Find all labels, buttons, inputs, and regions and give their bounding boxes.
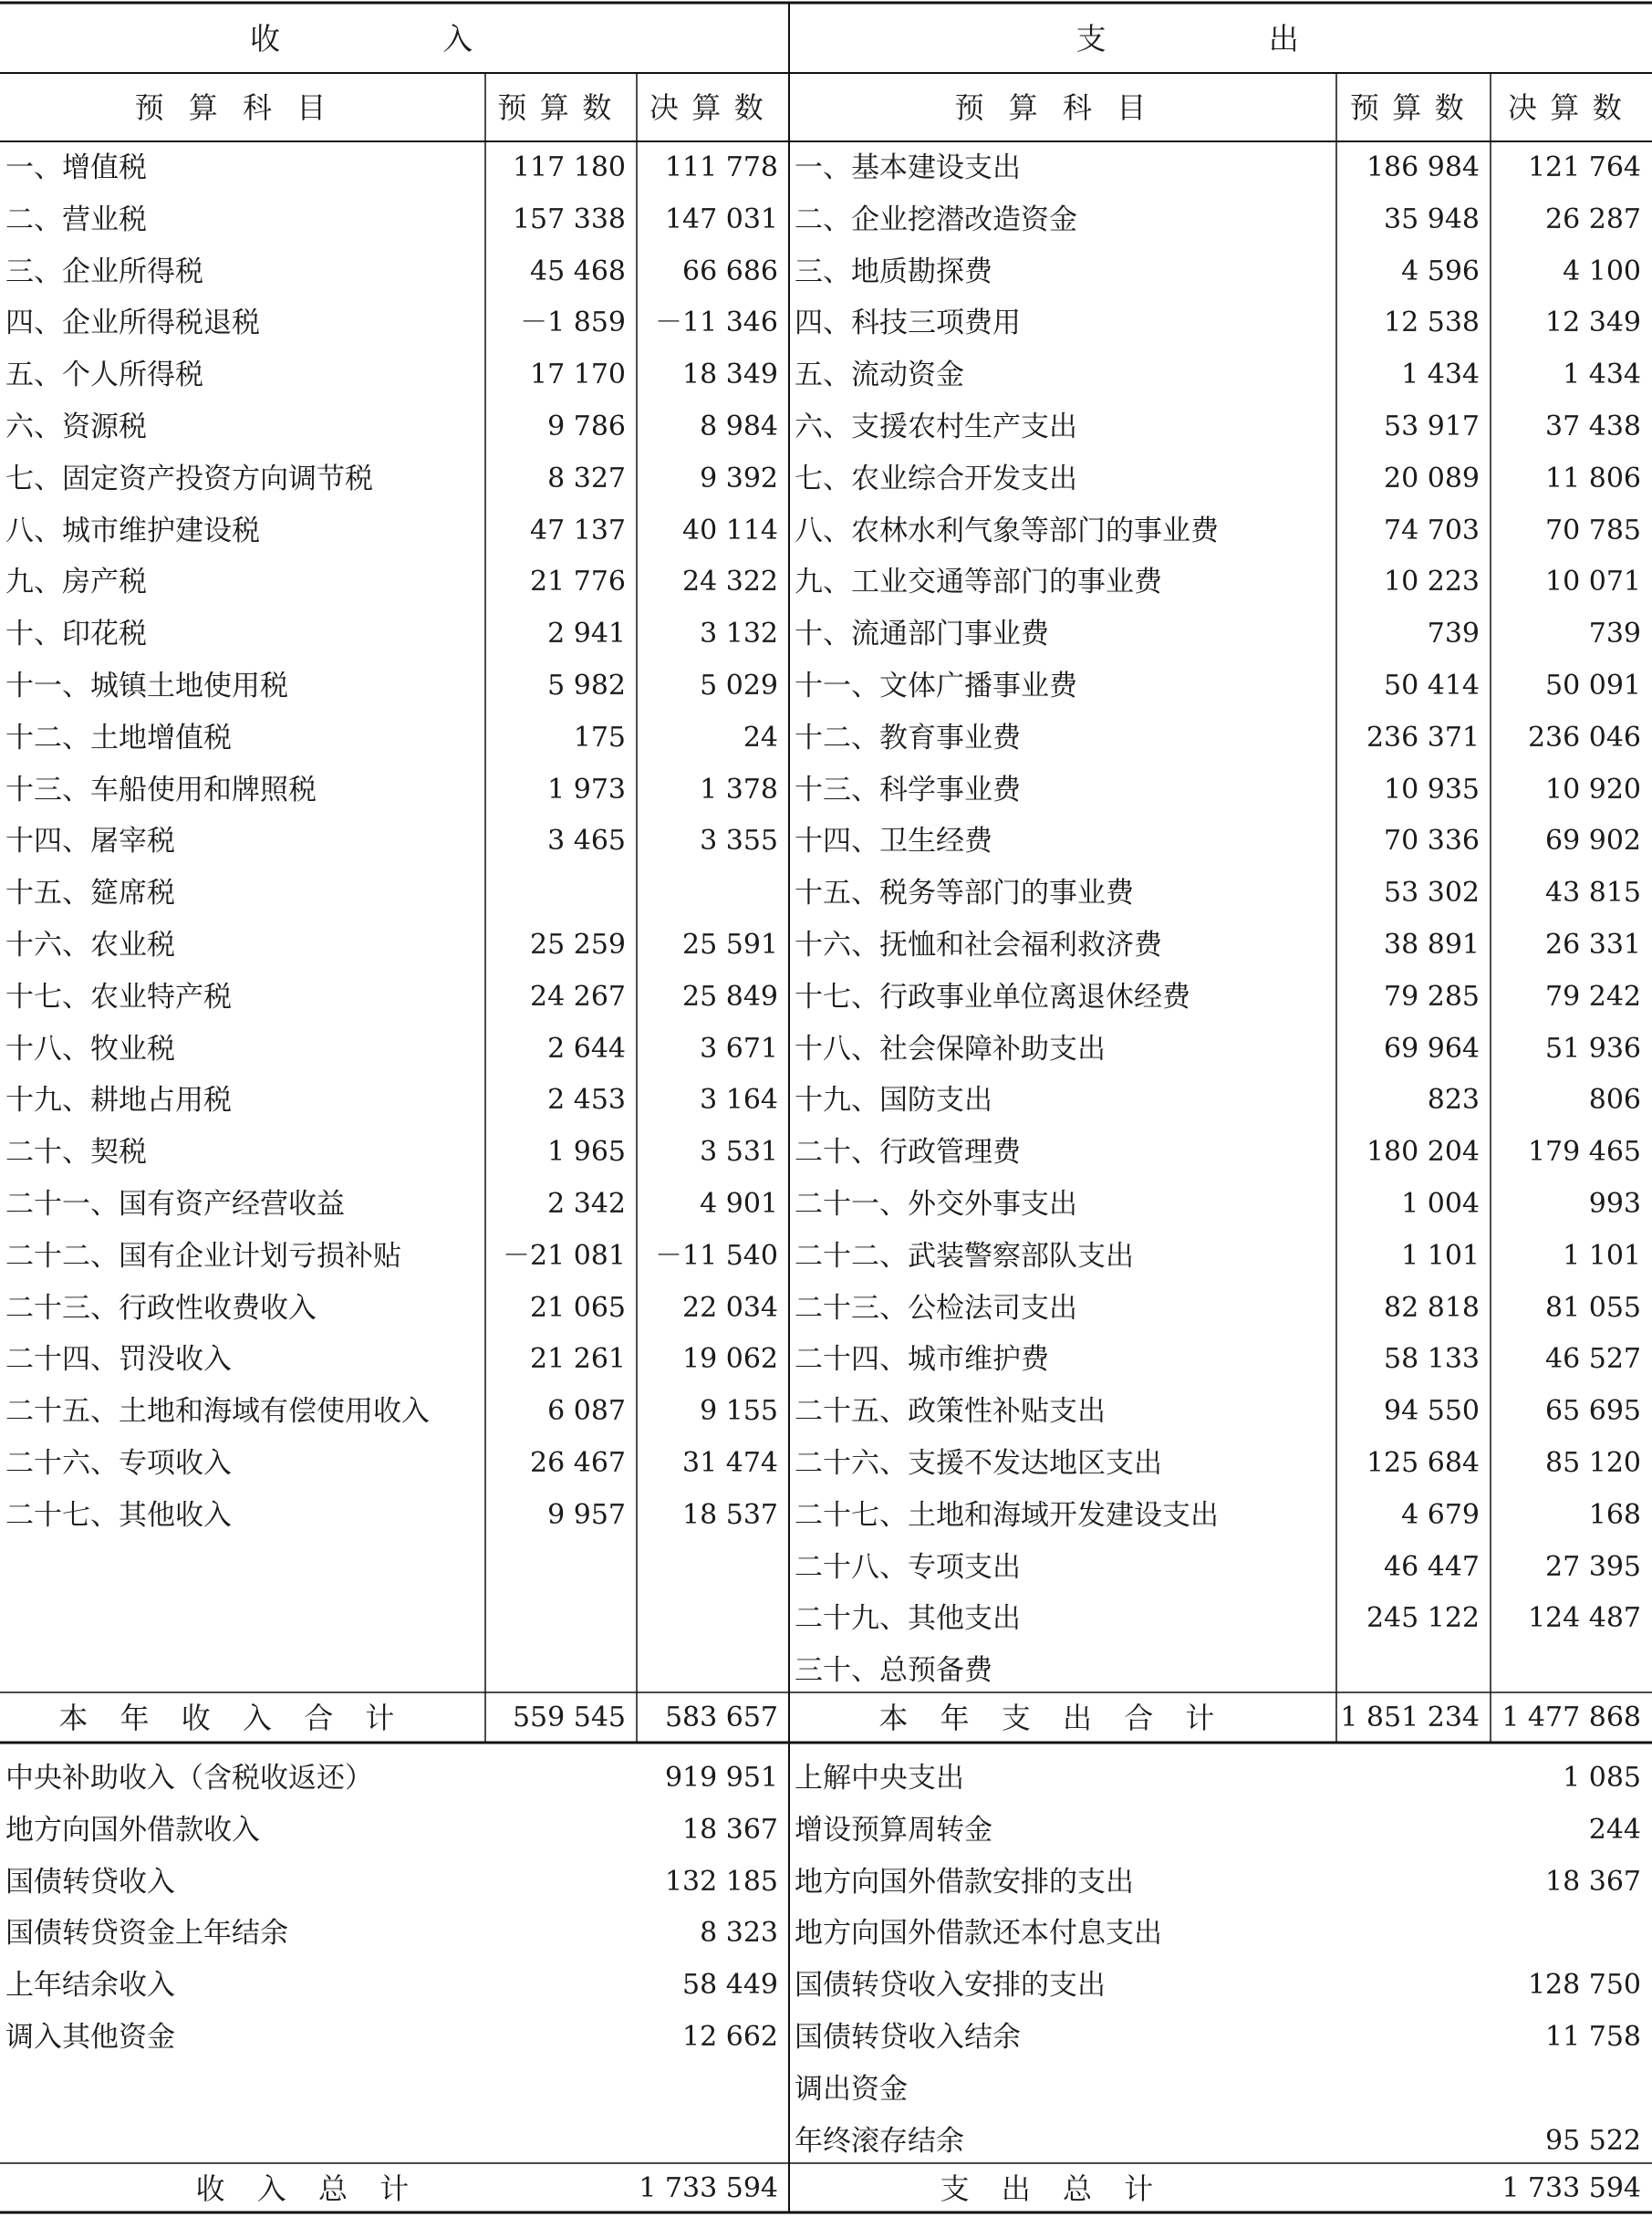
exp-row-budget: 12 538 [1384, 307, 1480, 338]
exp-row-label: 一、基本建设支出 [795, 151, 1021, 184]
exp-row-final: 81 055 [1545, 1292, 1641, 1324]
income-row-label: 十二、土地增值税 [5, 721, 232, 755]
exp-row-budget: 4 596 [1401, 255, 1480, 287]
income-extra-value: 18 367 [682, 1814, 778, 1846]
income-row-label: 二十七、其他收入 [5, 1498, 232, 1532]
exp-row-budget: 186 984 [1366, 151, 1480, 183]
income-row-label: 二十六、专项收入 [5, 1446, 232, 1480]
income-row-budget: －1 859 [520, 307, 626, 338]
income-total-label: 本年收入合计 [58, 1701, 427, 1735]
exp-row-final: 179 465 [1527, 1136, 1641, 1168]
income-row-final: 24 [743, 722, 778, 754]
income-row-final: 25 849 [682, 981, 778, 1013]
exp-row-budget: 1 004 [1401, 1188, 1480, 1220]
exp-row-final: 1 434 [1563, 359, 1641, 390]
income-row-label: 二、营业税 [5, 203, 147, 236]
expenditure-header: 支 出 [1075, 20, 1366, 57]
income-row-budget: 157 338 [512, 203, 626, 235]
exp-row-final: 70 785 [1545, 515, 1641, 546]
exp-extra-value [1336, 2064, 1652, 2115]
exp-extra-value: 128 750 [1527, 1969, 1641, 2001]
exp-row-final: 65 695 [1545, 1395, 1641, 1427]
exp-row-label: 二十九、其他支出 [795, 1601, 1021, 1635]
income-row-budget: 2 453 [547, 1084, 626, 1116]
exp-row-label: 二十三、公检法司支出 [795, 1291, 1077, 1325]
exp-row-final: 12 349 [1545, 307, 1641, 338]
exp-row-budget: 245 122 [1366, 1602, 1480, 1634]
exp-row-final [1491, 1645, 1652, 1696]
income-row-label: 九、房产税 [5, 565, 147, 598]
income-row-budget: 8 327 [547, 463, 626, 494]
exp-row-label: 二十一、外交外事支出 [795, 1187, 1077, 1221]
exp-row-budget: 82 818 [1384, 1292, 1480, 1324]
exp-extra-label: 地方向国外借款安排的支出 [795, 1865, 1134, 1899]
exp-row-final: 85 120 [1545, 1447, 1641, 1479]
exp-row-budget: 739 [1427, 618, 1480, 650]
income-row-budget: 9 957 [547, 1499, 626, 1531]
income-extra-value: 12 662 [682, 2021, 778, 2053]
income-row-final: 40 114 [682, 515, 778, 546]
exp-total-label: 本年支出合计 [878, 1701, 1247, 1735]
income-row-budget: 45 468 [530, 255, 626, 287]
exp-row-label: 十九、国防支出 [795, 1083, 992, 1117]
exp-extra-value: 11 758 [1545, 2021, 1641, 2053]
exp-row-label: 八、农林水利气象等部门的事业费 [795, 514, 1219, 547]
exp-row-label: 二、企业挖潜改造资金 [795, 203, 1077, 236]
exp-row-label: 九、工业交通等部门的事业费 [795, 565, 1162, 598]
exp-row-label: 十八、社会保障补助支出 [795, 1032, 1106, 1066]
income-total-budget: 559 545 [512, 1702, 626, 1733]
exp-extra-label: 国债转贷收入结余 [795, 2020, 1021, 2054]
exp-row-final: 121 764 [1527, 151, 1641, 183]
income-extra-label: 地方向国外借款收入 [5, 1813, 260, 1847]
exp-row-budget: 46 447 [1384, 1551, 1480, 1583]
exp-row-final: 46 527 [1545, 1343, 1641, 1375]
income-header: 收 入 [250, 20, 539, 57]
exp-row-label: 二十六、支援不发达地区支出 [795, 1446, 1162, 1480]
income-row-budget: 117 180 [512, 151, 626, 183]
exp-row-final: 4 100 [1563, 255, 1641, 287]
exp-row-budget: 58 133 [1384, 1343, 1480, 1375]
income-row-label: 十三、车船使用和牌照税 [5, 773, 317, 807]
income-extra-value: 919 951 [664, 1762, 778, 1794]
income-row-label: 十九、耕地占用税 [5, 1083, 232, 1117]
exp-row-final: 10 071 [1545, 566, 1641, 598]
income-row-budget: 3 465 [547, 825, 626, 857]
income-row-budget: 9 786 [547, 411, 626, 442]
income-row-label: 六、资源税 [5, 410, 147, 443]
exp-row-final: 50 091 [1545, 670, 1641, 702]
income-extra-value: 58 449 [682, 1969, 778, 2001]
income-row-budget: －21 081 [503, 1240, 626, 1272]
income-row-final: 24 322 [682, 566, 778, 598]
income-row-budget: 1 973 [547, 774, 626, 806]
exp-extra-label: 调出资金 [795, 2072, 908, 2106]
income-row-budget: 17 170 [530, 359, 626, 390]
exp-row-final: 37 438 [1545, 411, 1641, 442]
exp-extra-label: 地方向国外借款还本付息支出 [795, 1916, 1162, 1950]
income-row-label: 五、个人所得税 [5, 358, 203, 391]
income-row-final: 18 537 [682, 1499, 778, 1531]
exp-extra-label: 增设预算周转金 [795, 1813, 992, 1847]
exp-row-final: 806 [1588, 1084, 1641, 1116]
exp-row-budget [1336, 1645, 1491, 1696]
income-row-final: 5 029 [700, 670, 778, 702]
exp-row-label: 六、支援农村生产支出 [795, 410, 1077, 443]
exp-extra-value [1336, 1908, 1652, 1959]
income-total-final: 583 657 [664, 1702, 778, 1733]
exp-budget-header: 预算数 [1349, 90, 1478, 125]
income-row-label: 二十、契税 [5, 1135, 147, 1169]
exp-row-final: 27 395 [1545, 1551, 1641, 1583]
income-row-final: 25 591 [682, 929, 778, 961]
income-row-final: 3 531 [700, 1136, 778, 1168]
income-row-final: 18 349 [682, 359, 778, 390]
exp-row-label: 五、流动资金 [795, 358, 964, 391]
income-row-final: 3 164 [700, 1084, 778, 1116]
income-row-label: 十一、城镇土地使用税 [5, 669, 288, 703]
income-row-budget: 47 137 [530, 515, 626, 546]
exp-row-final: 236 046 [1527, 722, 1641, 754]
income-row-budget [485, 868, 637, 919]
income-row-label: 二十三、行政性收费收入 [5, 1291, 317, 1325]
exp-row-label: 三十、总预备费 [795, 1653, 992, 1687]
exp-row-label: 十一、文体广播事业费 [795, 669, 1077, 703]
exp-extra-label: 年终滚存结余 [795, 2124, 964, 2158]
exp-extra-label: 国债转贷收入安排的支出 [795, 1968, 1106, 2002]
exp-total-budget: 1 851 234 [1340, 1702, 1480, 1733]
exp-extra-value: 95 522 [1545, 2125, 1641, 2157]
exp-row-budget: 74 703 [1384, 515, 1480, 546]
exp-row-budget: 125 684 [1366, 1447, 1480, 1479]
exp-grand-value: 1 733 594 [1501, 2172, 1641, 2204]
exp-row-label: 二十、行政管理费 [795, 1135, 1021, 1169]
exp-row-label: 二十二、武装警察部队支出 [795, 1239, 1134, 1273]
income-row-label: 十五、筵席税 [5, 876, 175, 910]
income-row-final: －11 346 [655, 307, 778, 338]
exp-row-label: 十五、税务等部门的事业费 [795, 876, 1134, 910]
exp-row-label: 十二、教育事业费 [795, 721, 1021, 755]
income-row-label: 十四、屠宰税 [5, 824, 175, 858]
exp-extra-value: 18 367 [1545, 1866, 1641, 1898]
income-row-label: 十七、农业特产税 [5, 980, 232, 1014]
exp-row-final: 43 815 [1545, 877, 1641, 909]
exp-row-final: 168 [1588, 1499, 1641, 1531]
income-extra-value: 132 185 [664, 1866, 778, 1898]
income-subject-header: 预算科目 [134, 90, 351, 125]
income-row-budget: 21 776 [530, 566, 626, 598]
exp-row-budget: 38 891 [1384, 929, 1480, 961]
income-final-header: 决算数 [649, 90, 777, 125]
income-row-final: 1 378 [700, 774, 778, 806]
exp-row-label: 十、流通部门事业费 [795, 617, 1049, 651]
income-row-budget: 24 267 [530, 981, 626, 1013]
income-row-budget: 175 [573, 722, 626, 754]
income-grand-label: 收入总计 [195, 2171, 442, 2206]
exp-row-final: 1 101 [1563, 1240, 1641, 1272]
exp-row-final: 11 806 [1545, 463, 1641, 494]
income-row-label: 十八、牧业税 [5, 1032, 175, 1066]
exp-row-final: 124 487 [1527, 1602, 1641, 1634]
income-row-final: 3 355 [700, 825, 778, 857]
income-row-final: 9 392 [700, 463, 778, 494]
income-row-budget: 21 261 [530, 1343, 626, 1375]
income-row-label: 十、印花税 [5, 617, 147, 651]
exp-row-final: 10 920 [1545, 774, 1641, 806]
exp-subject-header: 预算科目 [954, 90, 1171, 125]
income-row-budget: 2 342 [547, 1188, 626, 1220]
exp-final-header: 决算数 [1507, 90, 1636, 125]
exp-row-label: 七、农业综合开发支出 [795, 462, 1077, 495]
income-extra-label: 国债转贷收入 [5, 1865, 175, 1899]
exp-row-budget: 10 223 [1384, 566, 1480, 598]
exp-row-final: 51 936 [1545, 1033, 1641, 1065]
income-row-final: 147 031 [664, 203, 778, 235]
exp-extra-value: 1 085 [1563, 1762, 1641, 1794]
exp-row-final: 739 [1588, 618, 1641, 650]
income-row-budget: 6 087 [547, 1395, 626, 1427]
exp-row-label: 十三、科学事业费 [795, 773, 1021, 807]
income-row-final: 4 901 [700, 1188, 778, 1220]
income-row-label: 二十四、罚没收入 [5, 1342, 232, 1376]
exp-row-final: 79 242 [1545, 981, 1641, 1013]
income-row-label: 十六、农业税 [5, 928, 175, 962]
exp-row-label: 十四、卫生经费 [795, 824, 992, 858]
income-row-final: 31 474 [682, 1447, 778, 1479]
exp-row-budget: 4 679 [1401, 1499, 1480, 1531]
income-budget-header: 预算数 [497, 90, 625, 125]
exp-row-label: 三、地质勘探费 [795, 255, 992, 288]
exp-row-label: 二十七、土地和海域开发建设支出 [795, 1498, 1219, 1532]
income-row-final: 8 984 [700, 411, 778, 442]
exp-row-final: 993 [1588, 1188, 1641, 1220]
exp-row-budget: 10 935 [1384, 774, 1480, 806]
exp-row-budget: 20 089 [1384, 463, 1480, 494]
exp-row-budget: 236 371 [1366, 722, 1480, 754]
income-row-final: 111 778 [664, 151, 778, 183]
exp-row-label: 四、科技三项费用 [795, 306, 1021, 339]
income-grand-value: 1 733 594 [639, 2172, 778, 2204]
exp-row-budget: 1 101 [1401, 1240, 1480, 1272]
exp-row-budget: 94 550 [1384, 1395, 1480, 1427]
income-row-budget: 2 644 [547, 1033, 626, 1065]
income-row-budget: 1 965 [547, 1136, 626, 1168]
exp-row-final: 26 331 [1545, 929, 1641, 961]
income-row-final [637, 868, 789, 919]
income-row-final: 22 034 [682, 1292, 778, 1324]
income-row-label: 一、增值税 [5, 151, 147, 184]
income-row-label: 七、固定资产投资方向调节税 [5, 462, 373, 495]
exp-row-label: 二十五、政策性补贴支出 [795, 1394, 1106, 1428]
exp-grand-label: 支出总计 [940, 2171, 1186, 2206]
income-row-final: －11 540 [655, 1240, 778, 1272]
exp-row-budget: 35 948 [1384, 203, 1480, 235]
exp-extra-value: 244 [1588, 1814, 1641, 1846]
income-extra-label: 上年结余收入 [5, 1968, 175, 2002]
exp-row-budget: 823 [1427, 1084, 1480, 1116]
exp-row-budget: 50 414 [1384, 670, 1480, 702]
income-row-budget: 5 982 [547, 670, 626, 702]
exp-row-label: 二十八、专项支出 [795, 1550, 1021, 1584]
income-row-budget: 26 467 [530, 1447, 626, 1479]
income-row-final: 3 671 [700, 1033, 778, 1065]
income-extra-label: 国债转贷资金上年结余 [5, 1916, 288, 1950]
exp-row-budget: 70 336 [1384, 825, 1480, 857]
income-row-label: 二十二、国有企业计划亏损补贴 [5, 1239, 401, 1273]
income-row-label: 二十五、土地和海域有偿使用收入 [5, 1394, 430, 1428]
income-extra-value: 8 323 [700, 1917, 778, 1949]
income-row-budget: 25 259 [530, 929, 626, 961]
exp-row-budget: 79 285 [1384, 981, 1480, 1013]
exp-total-final: 1 477 868 [1501, 1702, 1641, 1733]
income-row-final: 19 062 [682, 1343, 778, 1375]
income-extra-label: 中央补助收入（含税收返还） [5, 1761, 373, 1795]
exp-row-budget: 53 917 [1384, 411, 1480, 442]
income-row-final: 66 686 [682, 255, 778, 287]
income-extra-label: 调入其他资金 [5, 2020, 175, 2054]
exp-extra-label: 上解中央支出 [795, 1761, 964, 1795]
income-row-final: 3 132 [700, 618, 778, 650]
exp-row-budget: 69 964 [1384, 1033, 1480, 1065]
exp-row-label: 十七、行政事业单位离退休经费 [795, 980, 1190, 1014]
exp-row-budget: 53 302 [1384, 877, 1480, 909]
exp-row-budget: 180 204 [1366, 1136, 1480, 1168]
exp-row-budget: 1 434 [1401, 359, 1480, 390]
exp-row-label: 二十四、城市维护费 [795, 1342, 1049, 1376]
income-row-final: 9 155 [700, 1395, 778, 1427]
income-row-label: 四、企业所得税退税 [5, 306, 260, 339]
income-row-label: 八、城市维护建设税 [5, 514, 260, 547]
income-row-label: 三、企业所得税 [5, 255, 203, 288]
income-row-budget: 21 065 [530, 1292, 626, 1324]
income-row-budget: 2 941 [547, 618, 626, 650]
exp-row-final: 26 287 [1545, 203, 1641, 235]
exp-row-final: 69 902 [1545, 825, 1641, 857]
exp-row-label: 十六、抚恤和社会福利救济费 [795, 928, 1162, 962]
income-row-label: 二十一、国有资产经营收益 [5, 1187, 345, 1221]
